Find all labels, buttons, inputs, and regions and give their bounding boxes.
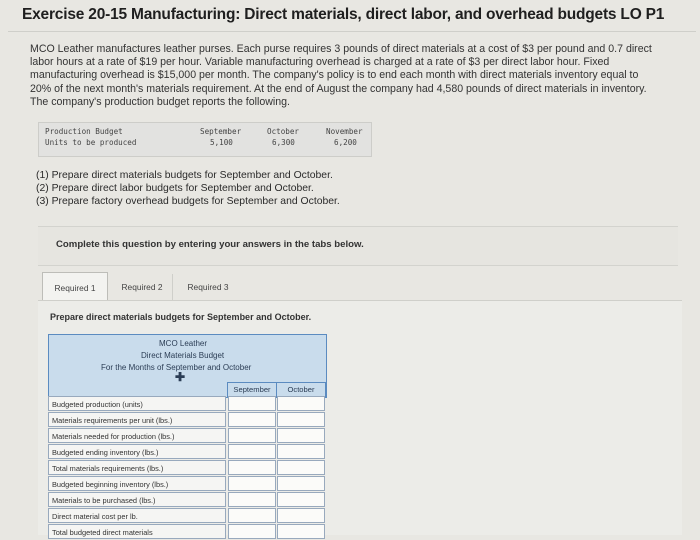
requirements-list <box>36 170 340 208</box>
month-header-november: November <box>326 127 363 136</box>
answer-input-september[interactable] <box>228 524 276 539</box>
answer-input-september[interactable] <box>228 476 276 491</box>
month-header-september: September <box>200 127 242 136</box>
row-label: Materials needed for production (lbs.) <box>48 428 226 443</box>
intro-line: The company's production budget reports the following. <box>30 95 290 108</box>
intro-line: 20% of the next month's materials requirement. At the end of August the company had 4,580 pounds of direct materials in inventory. <box>30 82 647 95</box>
row-label: Total budgeted direct materials <box>48 524 226 539</box>
units-october: 6,300 <box>272 138 295 147</box>
answer-input-september[interactable] <box>228 492 276 507</box>
answer-input-october[interactable] <box>277 396 325 411</box>
answer-input-september[interactable] <box>228 444 276 459</box>
column-header-october: October <box>276 382 326 397</box>
units-september: 5,100 <box>210 138 233 147</box>
tab-required-3[interactable]: Required 3 <box>187 282 229 292</box>
row-label: Budgeted production (units) <box>48 396 226 411</box>
row-label: Budgeted beginning inventory (lbs.) <box>48 476 226 491</box>
problem-description <box>30 43 690 109</box>
row-label: Total materials requirements (lbs.) <box>48 460 226 475</box>
answer-input-september[interactable] <box>228 460 276 475</box>
requirement-item: (2) Prepare direct labor budgets for September and October. <box>36 182 314 194</box>
instruction-text: Complete this question by entering your answers in the tabs below. <box>56 239 364 250</box>
intro-line: labor hours at a rate of $19 per hour. Variable manufacturing overhead is charged at a rate of $3 per direct labor hour. Fixed <box>30 56 610 69</box>
tab-required-2[interactable]: Required 2 <box>112 274 173 300</box>
answer-input-october[interactable] <box>277 492 325 507</box>
tab-required-1[interactable]: Required 1 <box>42 272 108 302</box>
units-produced-label: Units to be produced <box>45 138 137 147</box>
budget-name: Direct Materials Budget <box>141 351 225 360</box>
units-november: 6,200 <box>334 138 357 147</box>
answer-input-september[interactable] <box>228 396 276 411</box>
answer-input-september[interactable] <box>228 508 276 523</box>
answer-input-october[interactable] <box>277 524 325 539</box>
intro-line: manufacturing overhead is $15,000 per month. The company's policy is to end each month with direct materials inventory equal to <box>30 69 639 82</box>
row-label: Materials to be purchased (lbs.) <box>48 492 226 507</box>
requirement-item: (3) Prepare factory overhead budgets for September and October. <box>36 195 340 207</box>
month-header-october: October <box>267 127 300 136</box>
production-budget-heading: Production Budget <box>45 127 123 136</box>
question-text: Prepare direct materials budgets for September and October. <box>50 312 312 322</box>
move-handle-icon[interactable]: ✚ <box>175 370 186 384</box>
answer-input-september[interactable] <box>228 428 276 443</box>
answer-input-september[interactable] <box>228 412 276 427</box>
requirement-item: (1) Prepare direct materials budgets for September and October. <box>36 170 333 181</box>
production-budget-box <box>38 122 372 157</box>
answer-input-october[interactable] <box>277 460 325 475</box>
instruction-banner <box>38 226 678 266</box>
column-header-september: September <box>227 382 277 397</box>
answer-input-october[interactable] <box>277 476 325 491</box>
title-divider <box>8 31 696 32</box>
answer-input-october[interactable] <box>277 444 325 459</box>
exercise-title: Exercise 20-15 Manufacturing: Direct materials, direct labor, and overhead budgets LO P1 <box>22 6 665 23</box>
row-label: Materials requirements per unit (lbs.) <box>48 412 226 427</box>
answer-input-october[interactable] <box>277 428 325 443</box>
company-name: MCO Leather <box>159 339 208 348</box>
answer-input-october[interactable] <box>277 508 325 523</box>
answer-input-october[interactable] <box>277 412 325 427</box>
intro-line: MCO Leather manufactures leather purses. Each purse requires 3 pounds of direct materials at a cost of $3 per pound and 0.7 direct <box>30 43 652 55</box>
row-label: Direct material cost per lb. <box>48 508 226 523</box>
budget-period: For the Months of September and October <box>101 363 252 372</box>
row-label: Budgeted ending inventory (lbs.) <box>48 444 226 459</box>
